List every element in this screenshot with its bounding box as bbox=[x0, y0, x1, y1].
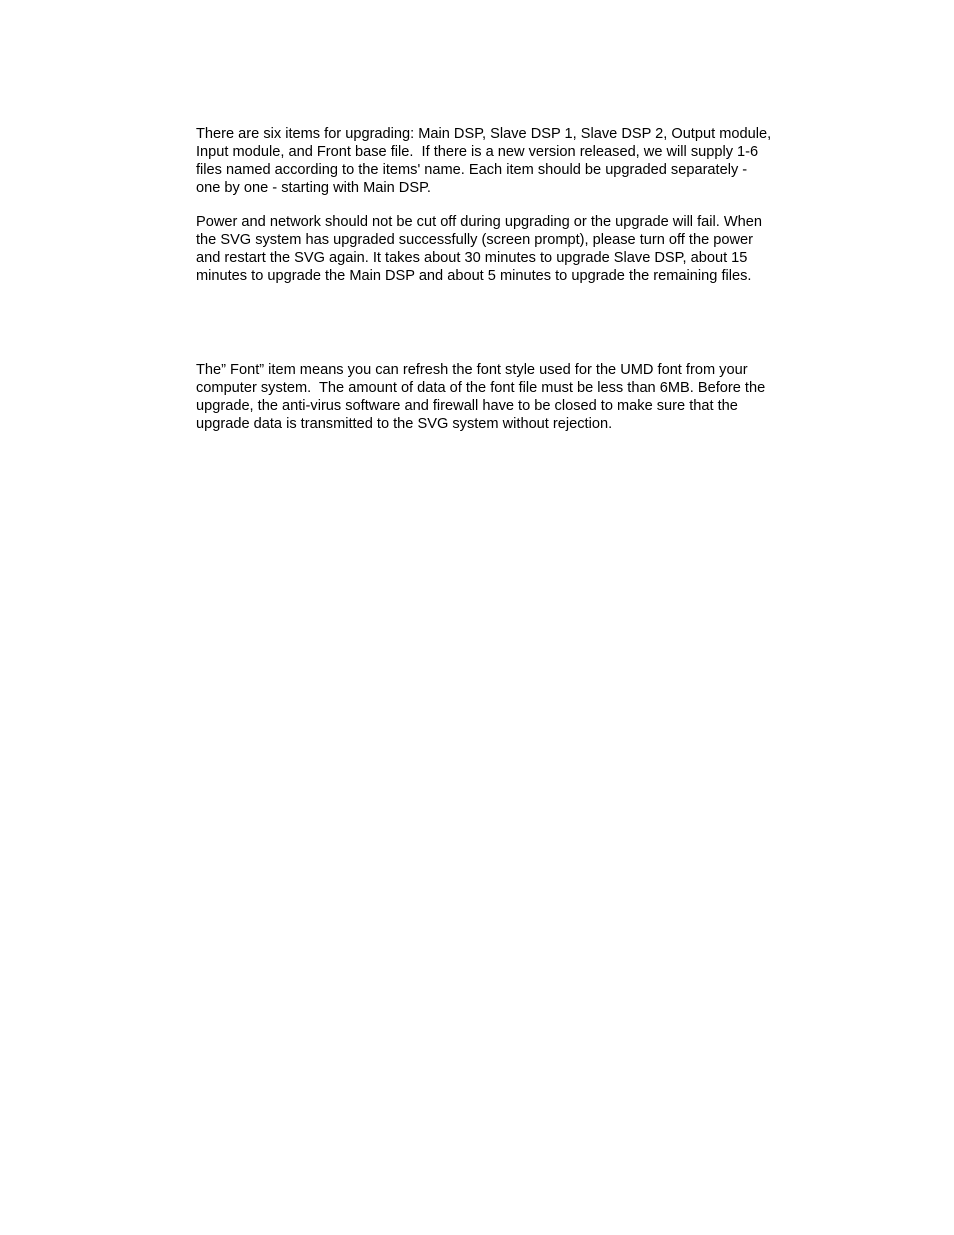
paragraph-line: The” Font” item means you can refresh the font style used for the UMD font from your bbox=[196, 362, 748, 378]
paragraph-line: Power and network should not be cut off during upgrading or the upgrade will fail. When bbox=[196, 214, 762, 230]
paragraph-line: files named according to the items' name. Each item should be upgraded separately - bbox=[196, 162, 748, 178]
paragraph-line: upgrade data is transmitted to the SVG system without rejection. bbox=[196, 416, 613, 432]
paragraph-upgrade-warning bbox=[196, 213, 836, 285]
paragraph-font-item bbox=[196, 361, 836, 433]
paragraph-line: computer system. The amount of data of the font file must be less than 6MB. Before the bbox=[196, 380, 766, 396]
paragraph-line: There are six items for upgrading: Main DSP, Slave DSP 1, Slave DSP 2, Output module, bbox=[196, 126, 772, 142]
paragraph-line: upgrade, the anti-virus software and firewall have to be closed to make sure that the bbox=[196, 398, 738, 414]
paragraph-line: Input module, and Front base file. If there is a new version released, we will supply 1-6 bbox=[196, 144, 759, 160]
paragraph-line: minutes to upgrade the Main DSP and about 5 minutes to upgrade the remaining files. bbox=[196, 268, 752, 284]
paragraph-line: and restart the SVG again. It takes about 30 minutes to upgrade Slave DSP, about 15 bbox=[196, 250, 748, 266]
paragraph-line: one by one - starting with Main DSP. bbox=[196, 180, 431, 196]
paragraph-upgrade-items bbox=[196, 125, 836, 197]
paragraph-line: the SVG system has upgraded successfully (screen prompt), please turn off the power bbox=[196, 232, 753, 248]
